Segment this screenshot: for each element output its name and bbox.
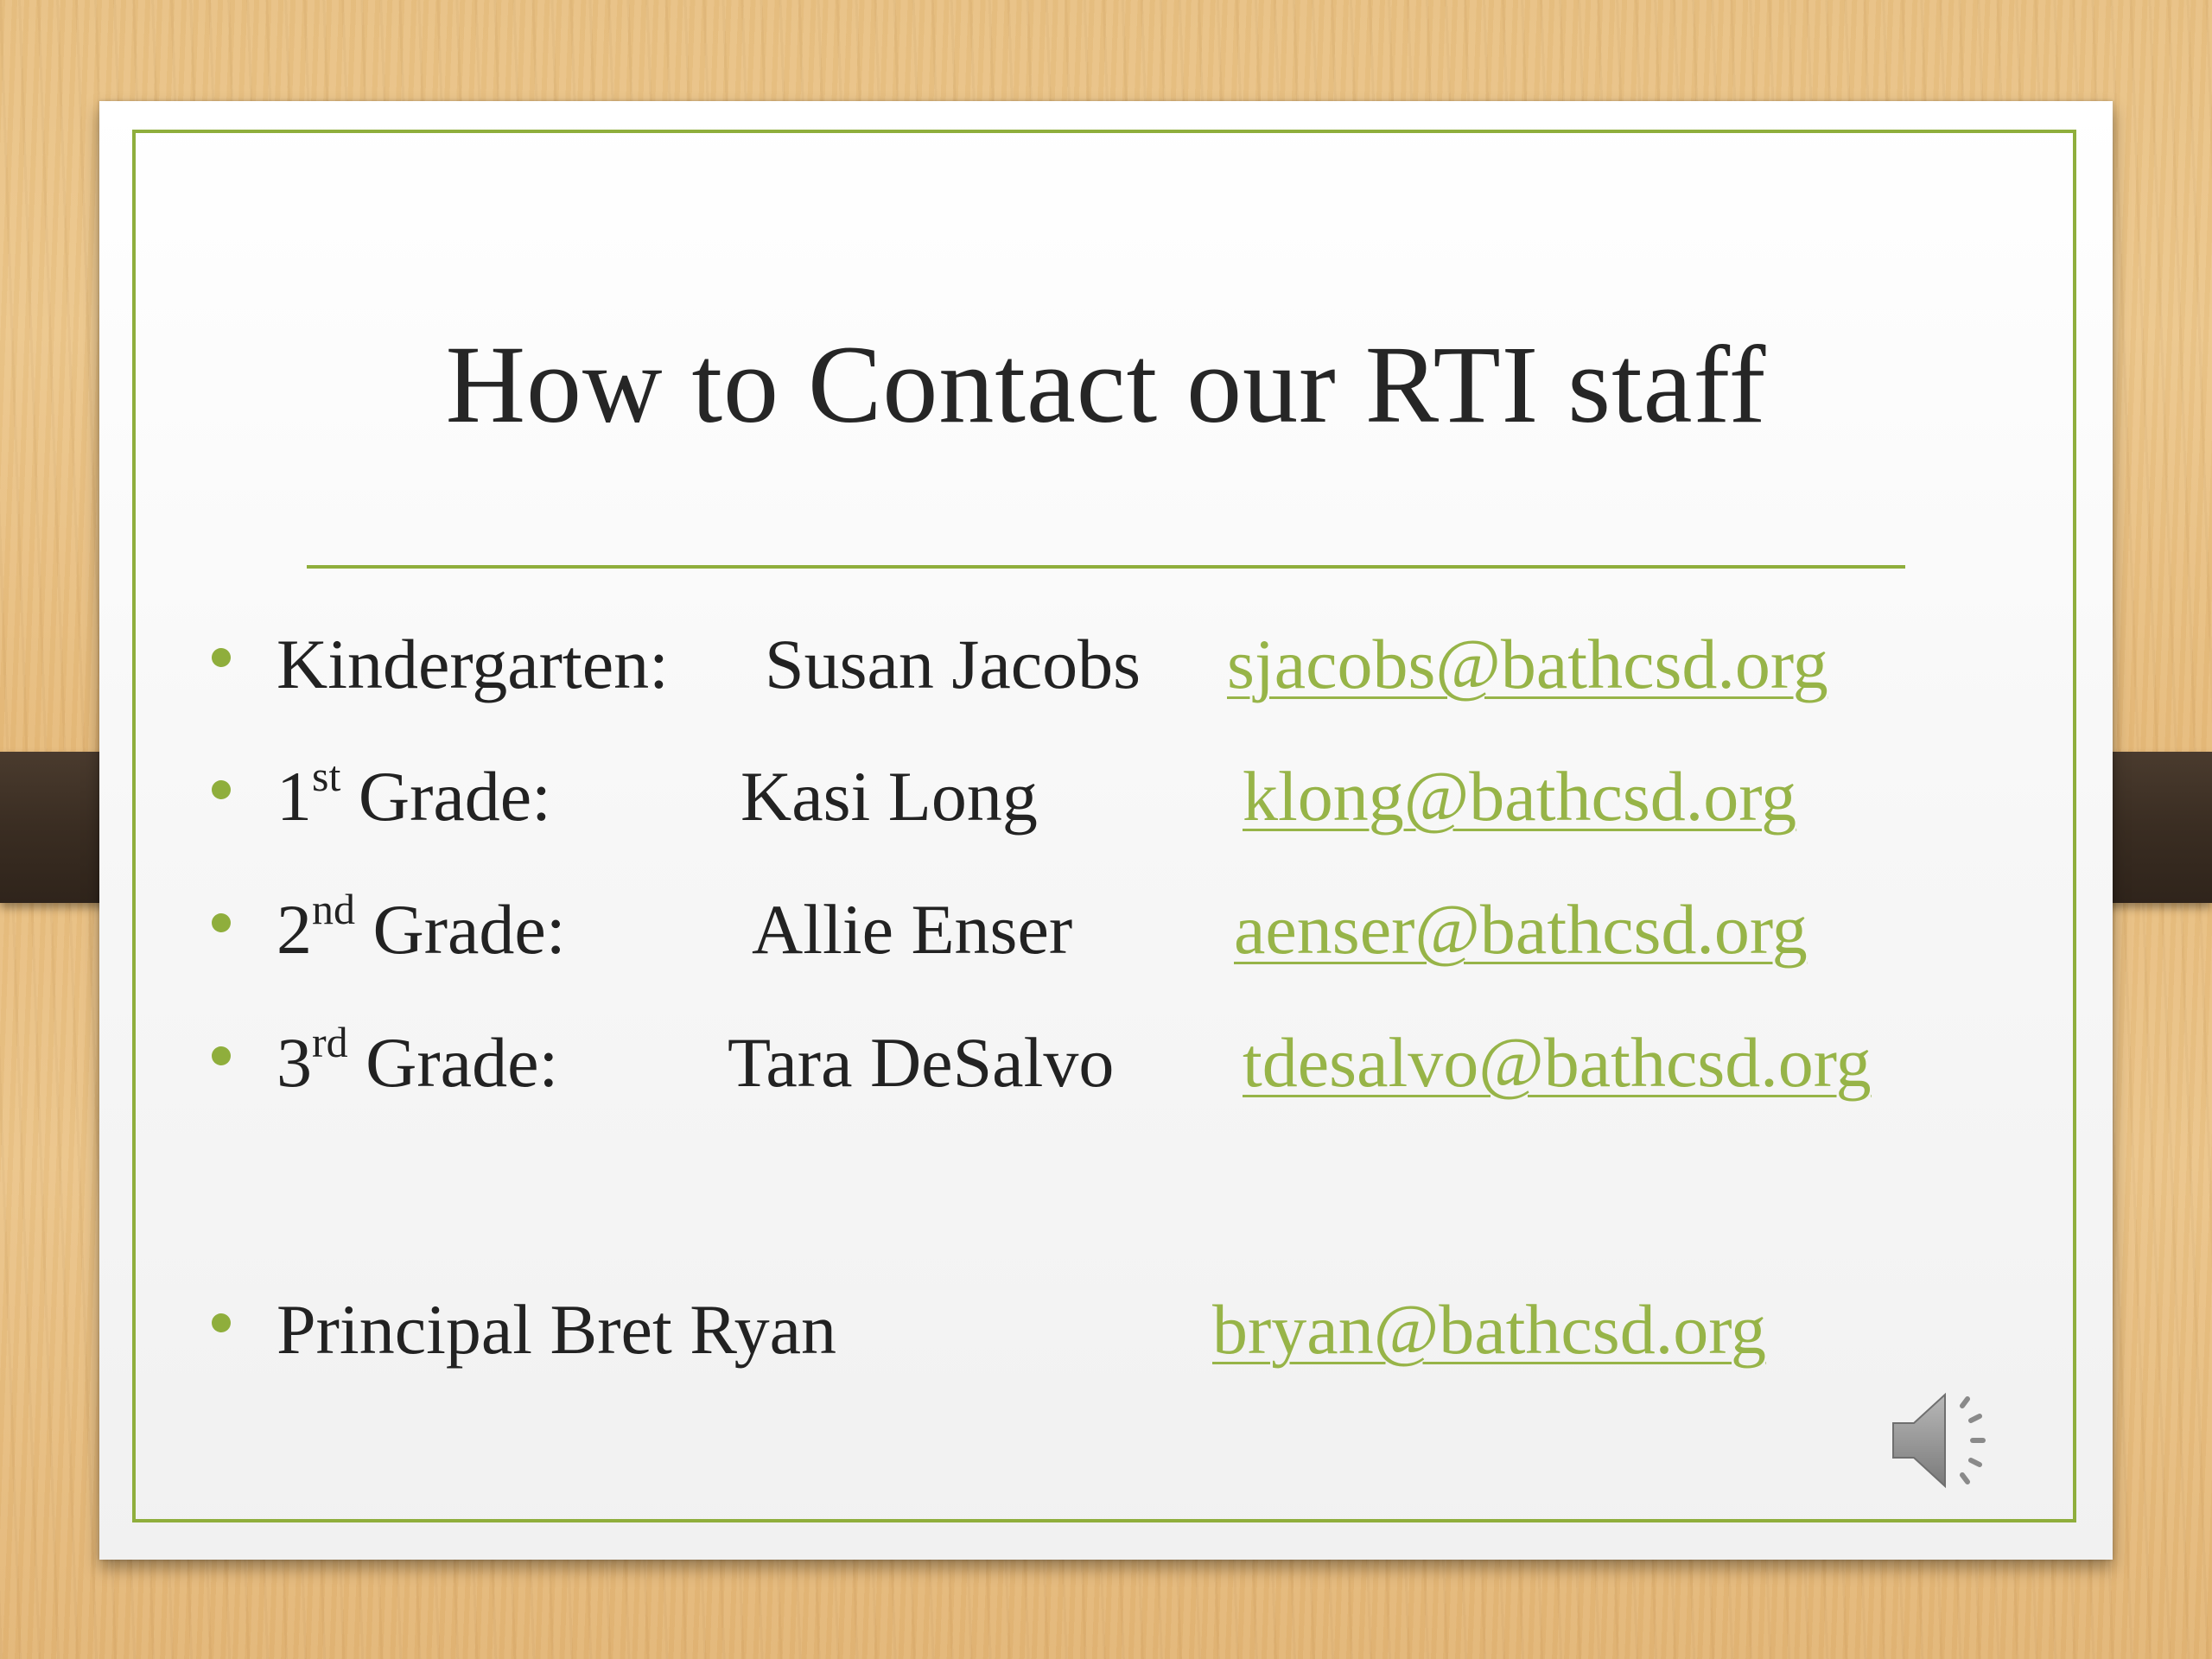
email-link[interactable]: tdesalvo@bathcsd.org xyxy=(1243,1023,1872,1102)
staff-name: Tara DeSalvo xyxy=(728,1023,1115,1102)
email-link[interactable]: sjacobs@bathcsd.org xyxy=(1227,625,1828,703)
bullet-icon xyxy=(212,648,231,667)
bullet-icon xyxy=(212,780,231,799)
principal-label: Principal Bret Ryan xyxy=(276,1290,837,1369)
bullet-icon xyxy=(212,1313,231,1332)
contact-row-3rd-grade xyxy=(99,1018,2113,1126)
staff-name: Allie Enser xyxy=(752,890,1073,969)
speaker-icon[interactable] xyxy=(1878,1376,2007,1505)
staff-name: Kasi Long xyxy=(741,757,1038,836)
grade-label: 2nd Grade: xyxy=(276,885,566,969)
contact-row-2nd-grade xyxy=(99,885,2113,993)
slide xyxy=(99,101,2113,1560)
email-link[interactable]: bryan@bathcsd.org xyxy=(1212,1290,1767,1369)
contact-row-principal xyxy=(99,1289,2113,1393)
staff-name: Susan Jacobs xyxy=(765,625,1141,703)
bullet-icon xyxy=(212,1046,231,1065)
email-link[interactable]: klong@bathcsd.org xyxy=(1243,757,1797,836)
email-link[interactable]: aenser@bathcsd.org xyxy=(1234,890,1808,969)
grade-label: 3rd Grade: xyxy=(276,1018,559,1102)
contact-row-kindergarten xyxy=(99,624,2113,728)
grade-label: 1st Grade: xyxy=(276,752,551,836)
contact-row-1st-grade xyxy=(99,752,2113,860)
title-divider xyxy=(307,565,1905,569)
bullet-icon xyxy=(212,913,231,932)
slide-title: How to Contact our RTI staff xyxy=(445,323,1767,446)
grade-label: Kindergarten: xyxy=(276,625,669,703)
